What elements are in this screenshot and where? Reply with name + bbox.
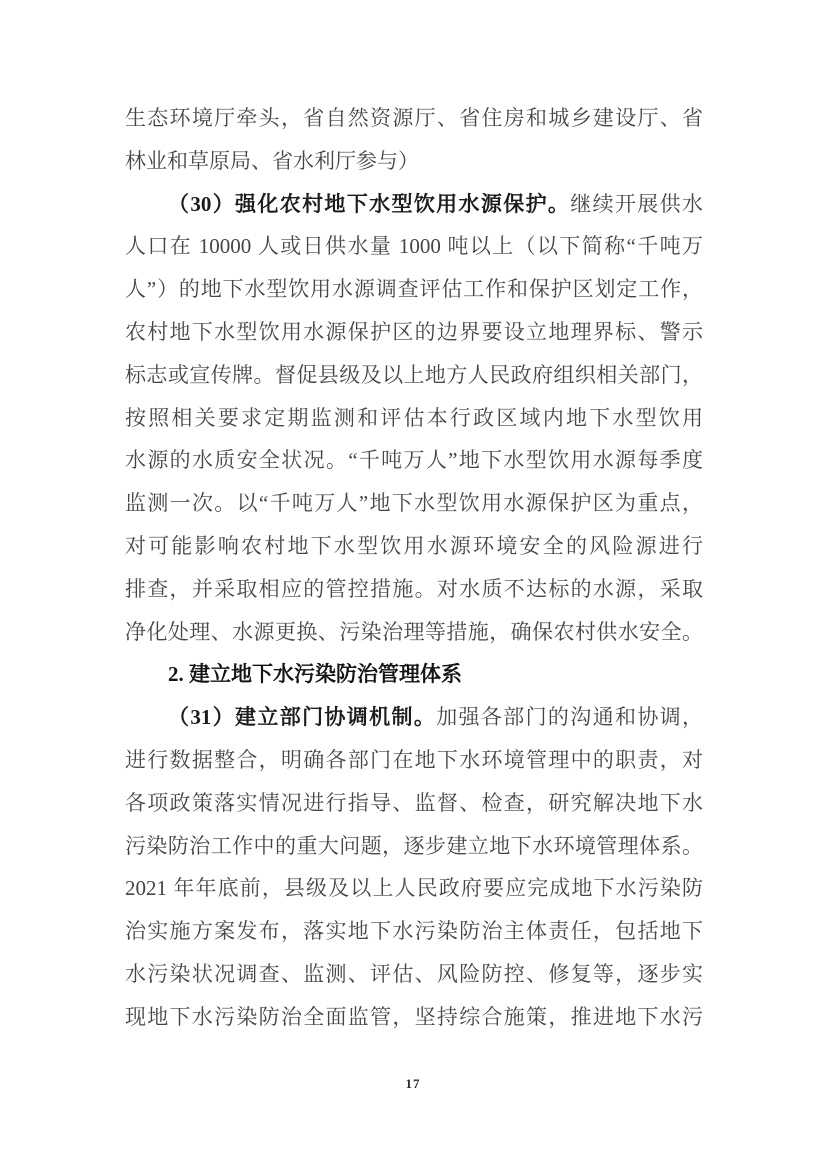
text-line: 生态环境厅牵头，省自然资源厅、省住房和城乡建设厅、省 (125, 106, 703, 130)
text-line: 对可能影响农村地下水型饮用水源环境安全的风险源进行 (125, 533, 703, 558)
text-line: 进行数据整合，明确各部门在地下水环境管理中的职责，对 (125, 747, 703, 772)
text-line: 农村地下水型饮用水源保护区的边界要设立地理界标、警示 (125, 319, 703, 344)
text-line: 标志或宣传牌。督促县级及以上地方人民政府组织相关部门， (125, 362, 703, 387)
page-number: 17 (405, 1076, 421, 1091)
document-body (125, 97, 703, 1039)
paragraph-30-lead-line (125, 183, 703, 226)
text-line: 水源的水质安全状况。“千吨万人”地下水型饮用水源每季度 (125, 448, 703, 473)
text-line: 水污染状况调查、监测、评估、风险防控、修复等，逐步实 (125, 961, 703, 986)
paragraph-31-lead: （31）建立部门协调机制。 (168, 705, 437, 730)
paragraph-30-first-text: 继续开展供水 (570, 191, 703, 216)
text-line: 人”）的地下水型饮用水源调查评估工作和保护区划定工作， (125, 277, 703, 302)
section-2-heading: 2. 建立地下水污染防治管理体系 (168, 662, 462, 687)
text-line: 各项政策落实情况进行指导、监督、检查，研究解决地下水 (125, 790, 703, 815)
text-line: 按照相关要求定期监测和评估本行政区域内地下水型饮用 (125, 405, 703, 430)
paragraph-31-lead-line (125, 696, 703, 739)
text-line: 污染防治工作中的重大问题，逐步建立地下水环境管理体系。 (125, 833, 703, 858)
paragraph-30-lead: （30）强化农村地下水型饮用水源保护。 (168, 191, 571, 216)
text-line: 林业和草原局、省水利厅参与） (125, 148, 419, 173)
text-line: 2021 年年底前，县级及以上人民政府要应完成地下水污染防 (125, 876, 703, 901)
text-line: 治实施方案发布，落实地下水污染防治主体责任，包括地下 (125, 919, 703, 944)
text-line: 人口在 10000 人或日供水量 1000 吨以上（以下简称“千吨万 (125, 234, 703, 259)
text-line: 现地下水污染防治全面监管，坚持综合施策，推进地下水污 (125, 1004, 703, 1029)
text-line: 排查，并采取相应的管控措施。对水质不达标的水源，采取 (125, 576, 703, 601)
paragraph-31-first-text: 加强各部门的沟通和协调， (436, 705, 703, 730)
text-line: 监测一次。以“千吨万人”地下水型饮用水源保护区为重点， (125, 491, 703, 516)
text-line: 净化处理、水源更换、污染治理等措施，确保农村供水安全。 (125, 619, 703, 644)
